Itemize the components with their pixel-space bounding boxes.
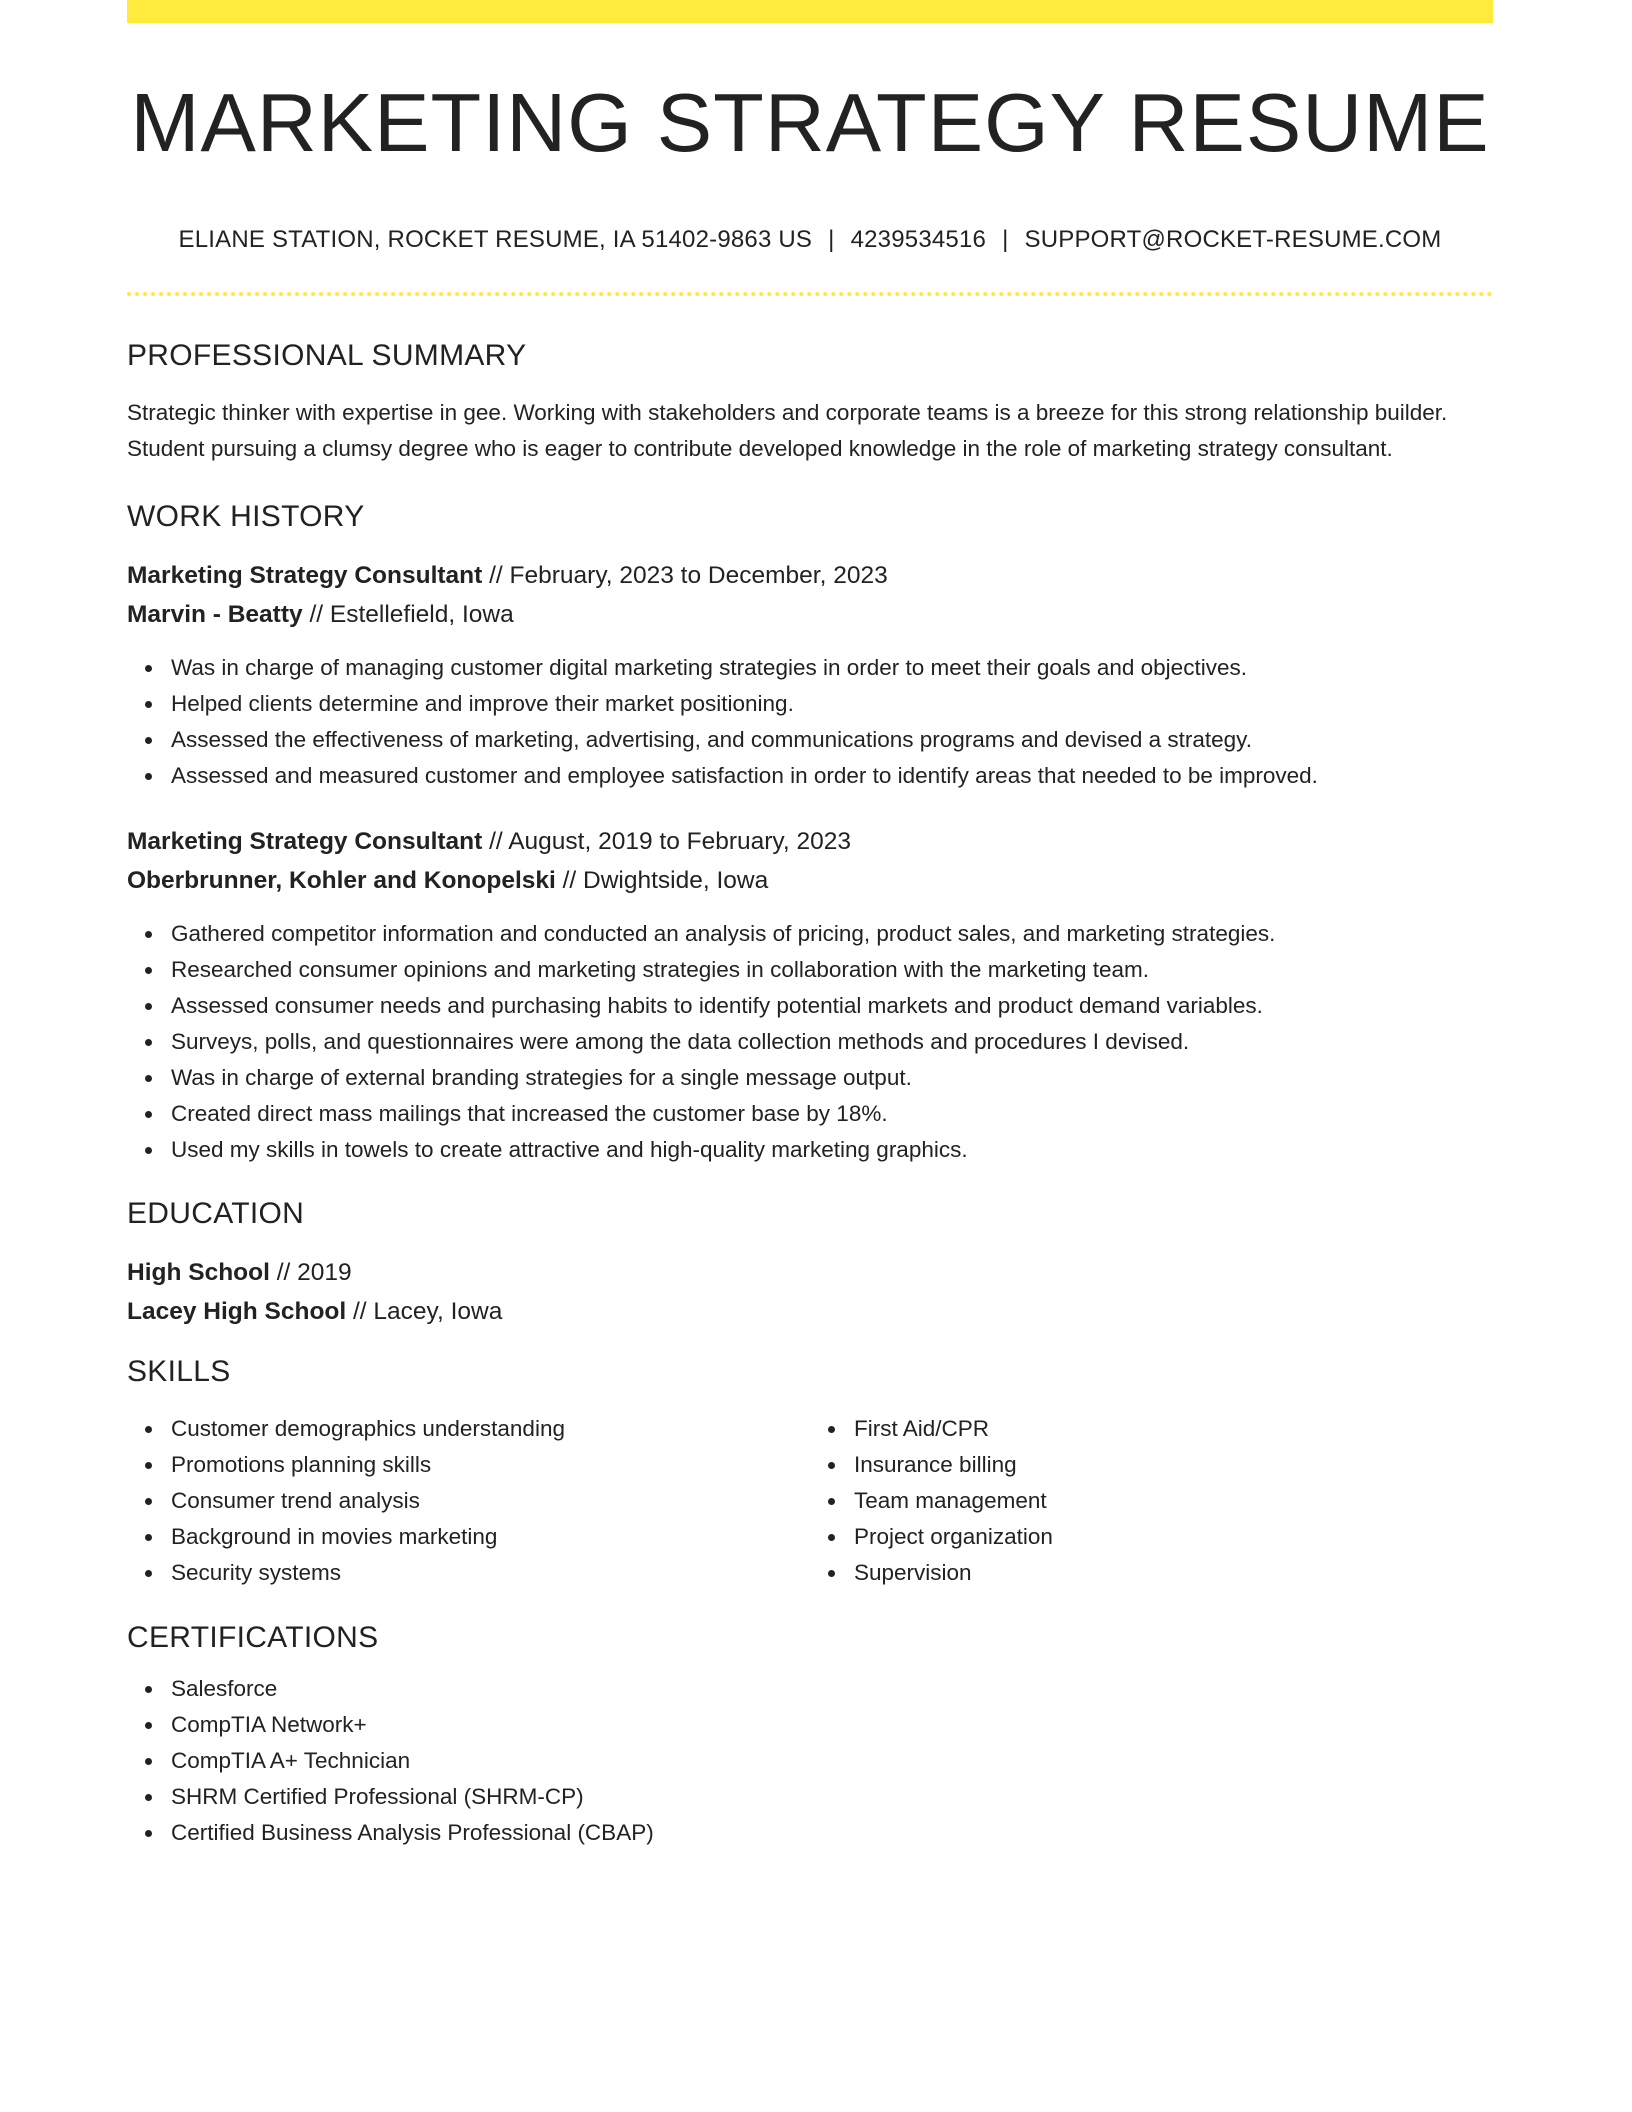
education-school: Lacey High School (127, 1298, 347, 1325)
list-item: Was in charge of managing customer digital marketing strategies in order to meet their goals and objectives. (171, 650, 1493, 686)
job-company-line (127, 861, 1493, 900)
education-entry (127, 1253, 1493, 1331)
contact-line (127, 226, 1493, 254)
job-title-line (127, 556, 1493, 595)
list-item: Supervision (854, 1555, 1493, 1591)
list-item: Gathered competitor information and conducted an analysis of pricing, product sales, and marketing strategies. (171, 916, 1493, 952)
work-history-heading: WORK HISTORY (127, 500, 365, 533)
list-item: Created direct mass mailings that increased the customer base by 18%. (171, 1096, 1493, 1132)
list-item: Was in charge of external branding strategies for a single message output. (171, 1060, 1493, 1096)
list-item: Assessed the effectiveness of marketing, advertising, and communications programs and devised a strategy. (171, 722, 1493, 758)
education-degree: High School (127, 1259, 270, 1286)
job-location: // Dwightside, Iowa (555, 867, 769, 894)
job-title: Marketing Strategy Consultant (127, 562, 483, 589)
contact-separator: | (1002, 226, 1009, 253)
contact-address: ELIANE STATION, ROCKET RESUME, IA 51402-9863 US (178, 226, 813, 253)
certifications-heading: CERTIFICATIONS (127, 1621, 379, 1654)
summary-text: Strategic thinker with expertise in gee. Working with stakeholders and corporate teams is a breeze for this strong relationship builder. Student pursuing a clumsy degree who is eager to contribute developed knowledge in the role of marketing strategy consultant. (127, 400, 1448, 461)
education-degree-line (127, 1253, 1493, 1292)
list-item: CompTIA Network+ (171, 1707, 1493, 1743)
list-item: Insurance billing (854, 1447, 1493, 1483)
resume-title: MARKETING STRATEGY RESUME (130, 76, 1490, 169)
job-bullets (127, 650, 1493, 794)
skills-right-list (810, 1411, 1493, 1591)
job-company: Oberbrunner, Kohler and Konopelski (127, 867, 556, 894)
dotted-divider (127, 292, 1493, 296)
education-heading: EDUCATION (127, 1197, 305, 1230)
contact-phone: 4239534516 (850, 226, 987, 253)
list-item: Promotions planning skills (171, 1447, 810, 1483)
skills-heading: SKILLS (127, 1355, 231, 1388)
job-entry (127, 556, 1493, 794)
accent-top-bar (127, 0, 1493, 23)
list-item: Assessed and measured customer and employee satisfaction in order to identify areas that needed to be improved. (171, 758, 1493, 794)
job-location: // Estellefield, Iowa (302, 601, 514, 628)
list-item: Team management (854, 1483, 1493, 1519)
list-item: Background in movies marketing (171, 1519, 810, 1555)
skills-columns (127, 1395, 1493, 1591)
skills-left-list (127, 1411, 810, 1591)
contact-separator: | (828, 226, 835, 253)
contact-email: SUPPORT@ROCKET-RESUME.COM (1024, 226, 1442, 253)
list-item: Consumer trend analysis (171, 1483, 810, 1519)
list-item: Used my skills in towels to create attractive and high-quality marketing graphics. (171, 1132, 1493, 1168)
list-item: Helped clients determine and improve their market positioning. (171, 686, 1493, 722)
list-item: Surveys, polls, and questionnaires were among the data collection methods and procedures I devised. (171, 1024, 1493, 1060)
job-title-line (127, 822, 1493, 861)
job-entry (127, 822, 1493, 1168)
list-item: Assessed consumer needs and purchasing habits to identify potential markets and product demand variables. (171, 988, 1493, 1024)
job-dates: // February, 2023 to December, 2023 (482, 562, 888, 589)
certifications-list (127, 1671, 1493, 1851)
resume-page (127, 0, 1493, 1851)
job-company: Marvin - Beatty (127, 601, 303, 628)
job-title: Marketing Strategy Consultant (127, 828, 483, 855)
job-company-line (127, 595, 1493, 634)
list-item: Salesforce (171, 1671, 1493, 1707)
list-item: Researched consumer opinions and marketing strategies in collaboration with the marketing team. (171, 952, 1493, 988)
list-item: Security systems (171, 1555, 810, 1591)
education-location: // Lacey, Iowa (346, 1298, 503, 1325)
list-item: Project organization (854, 1519, 1493, 1555)
list-item: Customer demographics understanding (171, 1411, 810, 1447)
list-item: CompTIA A+ Technician (171, 1743, 1493, 1779)
job-bullets (127, 916, 1493, 1168)
education-school-line (127, 1292, 1493, 1331)
list-item: First Aid/CPR (854, 1411, 1493, 1447)
summary-heading: PROFESSIONAL SUMMARY (127, 339, 527, 372)
education-year: // 2019 (269, 1259, 352, 1286)
list-item: SHRM Certified Professional (SHRM-CP) (171, 1779, 1493, 1815)
job-dates: // August, 2019 to February, 2023 (482, 828, 851, 855)
list-item: Certified Business Analysis Professional (CBAP) (171, 1815, 1493, 1851)
